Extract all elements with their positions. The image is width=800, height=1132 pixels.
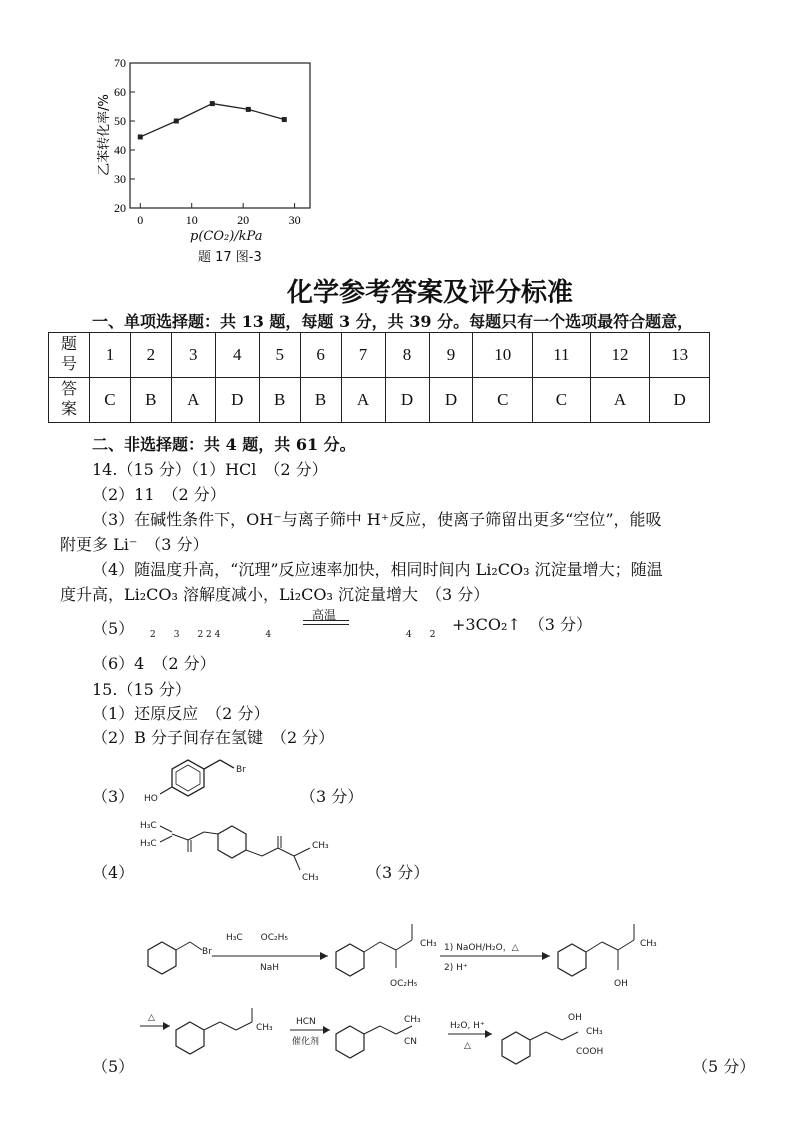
heat-label: △ bbox=[148, 1013, 155, 1023]
h2o-label: H₂O, H⁺ bbox=[450, 1021, 485, 1031]
table-cell: 13 bbox=[650, 333, 710, 378]
table-cell: 5 bbox=[259, 333, 300, 378]
data-point bbox=[138, 134, 143, 139]
data-point bbox=[210, 101, 215, 106]
answer-table bbox=[48, 332, 710, 423]
table-cell: B bbox=[130, 378, 171, 423]
table-cell: C bbox=[533, 378, 591, 423]
table-cell: 6 bbox=[300, 333, 341, 378]
table-cell: B bbox=[259, 378, 300, 423]
q14-line-6: 度升高，Li₂CO₃ 溶解度减小，Li₂CO₃ 沉淀量增大 （3 分） bbox=[60, 585, 490, 604]
y-tick-label: 40 bbox=[114, 143, 126, 157]
table-row-answers bbox=[49, 378, 710, 423]
ch3-label-a: CH₃ bbox=[312, 841, 329, 851]
table-cell: D bbox=[429, 378, 473, 423]
h3c-label-2: H₃C bbox=[140, 839, 157, 849]
q15-5-label: （5） bbox=[92, 1057, 135, 1076]
structure-q15-3 bbox=[140, 752, 290, 812]
q14-5-condition: 高温 bbox=[312, 608, 337, 622]
table-cell: A bbox=[171, 378, 215, 423]
table-cell: 12 bbox=[590, 333, 650, 378]
data-point bbox=[246, 107, 251, 112]
table-cell: 11 bbox=[533, 333, 591, 378]
q14-line-8: （6）4 （2 分） bbox=[92, 654, 216, 673]
oh-label-2: OH bbox=[568, 1013, 582, 1023]
table-cell: B bbox=[300, 378, 341, 423]
chart-frame bbox=[130, 63, 310, 208]
equals-line-bottom bbox=[303, 624, 349, 625]
figure-caption: 题 17 图-3 bbox=[198, 250, 262, 265]
table-cell: 2 bbox=[130, 333, 171, 378]
header-char: 案 bbox=[60, 401, 77, 418]
condition-2-top: 1) NaOH/H₂O，△ bbox=[444, 943, 519, 953]
cn-label: CN bbox=[404, 1037, 418, 1047]
table-cell: 4 bbox=[215, 333, 259, 378]
y-tick-label: 70 bbox=[114, 56, 126, 70]
ch3-label-b: CH₃ bbox=[302, 873, 319, 883]
table-cell: C bbox=[473, 378, 533, 423]
q14-5-end: +3CO₂↑ （3 分） bbox=[452, 615, 593, 634]
table-cell: 3 bbox=[171, 333, 215, 378]
structure-q15-4 bbox=[140, 808, 340, 888]
table-cell: A bbox=[341, 378, 385, 423]
page-title: 化学参考答案及评分标准 bbox=[286, 278, 573, 308]
br-label: Br bbox=[236, 765, 246, 775]
x-tick-label: 0 bbox=[137, 213, 144, 227]
oh-label: OH bbox=[614, 979, 628, 989]
table-cell: 10 bbox=[473, 333, 533, 378]
x-tick-label: 10 bbox=[185, 213, 198, 227]
q15-4-label: （4） bbox=[92, 863, 135, 882]
table-cell: 8 bbox=[385, 333, 429, 378]
table-cell: D bbox=[385, 378, 429, 423]
q15-line-2: （1）还原反应 （2 分） bbox=[92, 704, 270, 723]
reaction-scheme-row-2 bbox=[140, 1000, 660, 1070]
oc2h5-label: OC₂H₅ bbox=[390, 979, 418, 989]
br-label: Br bbox=[202, 947, 212, 957]
q15-5-score: （5 分） bbox=[692, 1057, 756, 1076]
q14-line-4: 附更多 Li⁻ （3 分） bbox=[60, 535, 209, 554]
q15-line-1: 15.（15 分） bbox=[92, 680, 191, 699]
ch3-label-5: CH₃ bbox=[586, 1027, 603, 1037]
q15-4-score: （3 分） bbox=[366, 863, 430, 882]
h3c-label-1: H₃C bbox=[140, 821, 157, 831]
q15-3-score: （3 分） bbox=[300, 787, 364, 806]
hcn-label: HCN bbox=[296, 1017, 316, 1027]
header-char: 答 bbox=[60, 381, 77, 398]
x-tick-label: 30 bbox=[288, 213, 301, 227]
table-cell: 1 bbox=[90, 333, 131, 378]
header-char: 题 bbox=[60, 336, 77, 353]
q14-5-subscripts: 2 3 2 2 4 4 bbox=[150, 630, 272, 640]
y-tick-label: 30 bbox=[114, 172, 126, 186]
catalyst-label: 催化剂 bbox=[292, 1037, 320, 1047]
table-cell: 7 bbox=[341, 333, 385, 378]
reagent-1-base: NaH bbox=[260, 963, 280, 973]
section-1-heading: 一、单项选择题：共 13 题，每题 3 分，共 39 分。每题只有一个选项最符合题意， bbox=[92, 312, 694, 331]
table-cell: D bbox=[215, 378, 259, 423]
q14-line-1: 14.（15 分）（1）HCl （2 分） bbox=[92, 460, 328, 479]
ch3-label-4: CH₃ bbox=[404, 1015, 421, 1025]
table-cell: A bbox=[590, 378, 650, 423]
q14-5-label: （5） bbox=[92, 619, 135, 638]
header-cell-number bbox=[49, 333, 90, 378]
table-row-numbers bbox=[49, 333, 710, 378]
condition-2-bottom: 2) H⁺ bbox=[444, 963, 468, 973]
header-cell-answer bbox=[49, 378, 90, 423]
data-point bbox=[282, 117, 287, 122]
series-line bbox=[140, 104, 284, 137]
table-cell: D bbox=[650, 378, 710, 423]
ch3-label-3: CH₃ bbox=[256, 1023, 273, 1033]
data-point bbox=[174, 119, 179, 124]
header-char: 号 bbox=[60, 356, 77, 373]
cooh-label: COOH bbox=[576, 1047, 604, 1057]
y-tick-label: 20 bbox=[114, 201, 126, 215]
x-tick-label: 20 bbox=[237, 213, 250, 227]
q14-line-3: （3）在碱性条件下，OH⁻与离子筛中 H⁺反应，使离子筛留出更多“空位”，能吸 bbox=[92, 510, 662, 529]
q15-line-3: （2）B 分子间存在氢键 （2 分） bbox=[92, 728, 335, 747]
q15-3-label: （3） bbox=[92, 787, 135, 806]
reagent-1: H₃C OC₂H₅ bbox=[226, 933, 289, 943]
table-cell: C bbox=[90, 378, 131, 423]
y-tick-label: 50 bbox=[114, 114, 126, 128]
y-axis-label: 乙苯转化率/% bbox=[97, 94, 112, 176]
ho-label: HO bbox=[144, 794, 158, 804]
q14-line-2: （2）11 （2 分） bbox=[92, 485, 226, 504]
heat-label-2: △ bbox=[464, 1041, 471, 1051]
ch3-label-2: CH₃ bbox=[640, 939, 657, 949]
table-cell: 9 bbox=[429, 333, 473, 378]
x-axis-label: p(CO₂)/kPa bbox=[190, 229, 263, 244]
equals-line-top bbox=[303, 620, 349, 621]
reaction-scheme-row-1 bbox=[140, 910, 700, 1005]
q14-5-subscripts-2: 4 2 bbox=[406, 630, 436, 640]
section-2-heading: 二、非选择题：共 4 题，共 61 分。 bbox=[92, 435, 356, 454]
conversion-chart bbox=[90, 55, 340, 270]
y-tick-label: 60 bbox=[114, 85, 126, 99]
ch3-label: CH₃ bbox=[420, 939, 437, 949]
q14-line-5: （4）随温度升高，“沉理”反应速率加快，相同时间内 Li₂CO₃ 沉淀量增大；随温 bbox=[92, 560, 663, 579]
